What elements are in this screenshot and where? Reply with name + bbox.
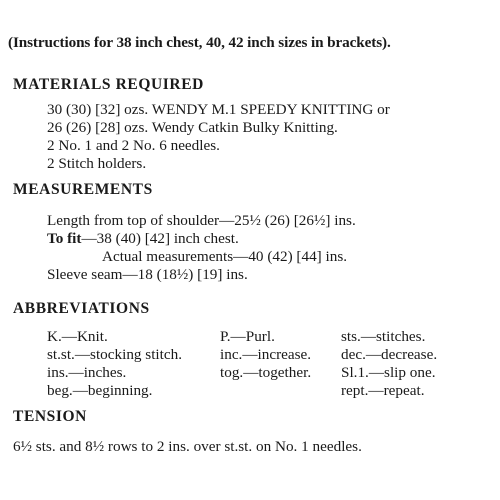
abbreviation-row (47, 364, 487, 382)
abbreviation-item: sts.—stitches. (341, 328, 426, 345)
measurement-fit (47, 230, 239, 248)
measurement-length: Length from top of shoulder—25½ (26) [26½] ins. (47, 212, 356, 229)
tension-text: 6½ sts. and 8½ rows to 2 ins. over st.st. on No. 1 needles. (13, 438, 362, 455)
materials-heading: MATERIALS REQUIRED (13, 76, 204, 93)
abbreviation-item: ins.—inches. (47, 364, 127, 381)
abbreviation-item: K.—Knit. (47, 328, 108, 345)
materials-line: 2 Stitch holders. (47, 155, 147, 172)
abbreviation-item: beg.—beginning. (47, 382, 153, 399)
abbreviation-item: rept.—repeat. (341, 382, 425, 399)
materials-line: 30 (30) [32] ozs. WENDY M.1 SPEEDY KNITTING or (47, 101, 390, 118)
abbreviation-item: st.st.—stocking stitch. (47, 346, 183, 363)
abbreviation-row (47, 382, 487, 400)
materials-line: 2 No. 1 and 2 No. 6 needles. (47, 137, 220, 154)
intro-text: (Instructions for 38 inch chest, 40, 42 inch sizes in brackets). (8, 34, 391, 51)
abbreviation-row (47, 346, 487, 364)
abbreviations-heading: ABBREVIATIONS (13, 300, 150, 317)
tension-heading: TENSION (13, 408, 87, 425)
abbreviation-item: tog.—together. (220, 364, 312, 381)
measurements-heading: MEASUREMENTS (13, 181, 153, 198)
abbreviation-item: P.—Purl. (220, 328, 275, 345)
abbreviation-item: Sl.1.—slip one. (341, 364, 436, 381)
abbreviation-row (47, 328, 487, 346)
measurement-actual: Actual measurements—40 (42) [44] ins. (102, 248, 348, 265)
materials-line: 26 (26) [28] ozs. Wendy Catkin Bulky Knitting. (47, 119, 338, 136)
abbreviation-item: inc.—increase. (220, 346, 312, 363)
measurement-sleeve: Sleeve seam—18 (18½) [19] ins. (47, 266, 248, 283)
fit-label: To fit (47, 230, 82, 247)
abbreviation-item: dec.—decrease. (341, 346, 438, 363)
fit-value: —38 (40) [42] inch chest. (81, 230, 239, 247)
